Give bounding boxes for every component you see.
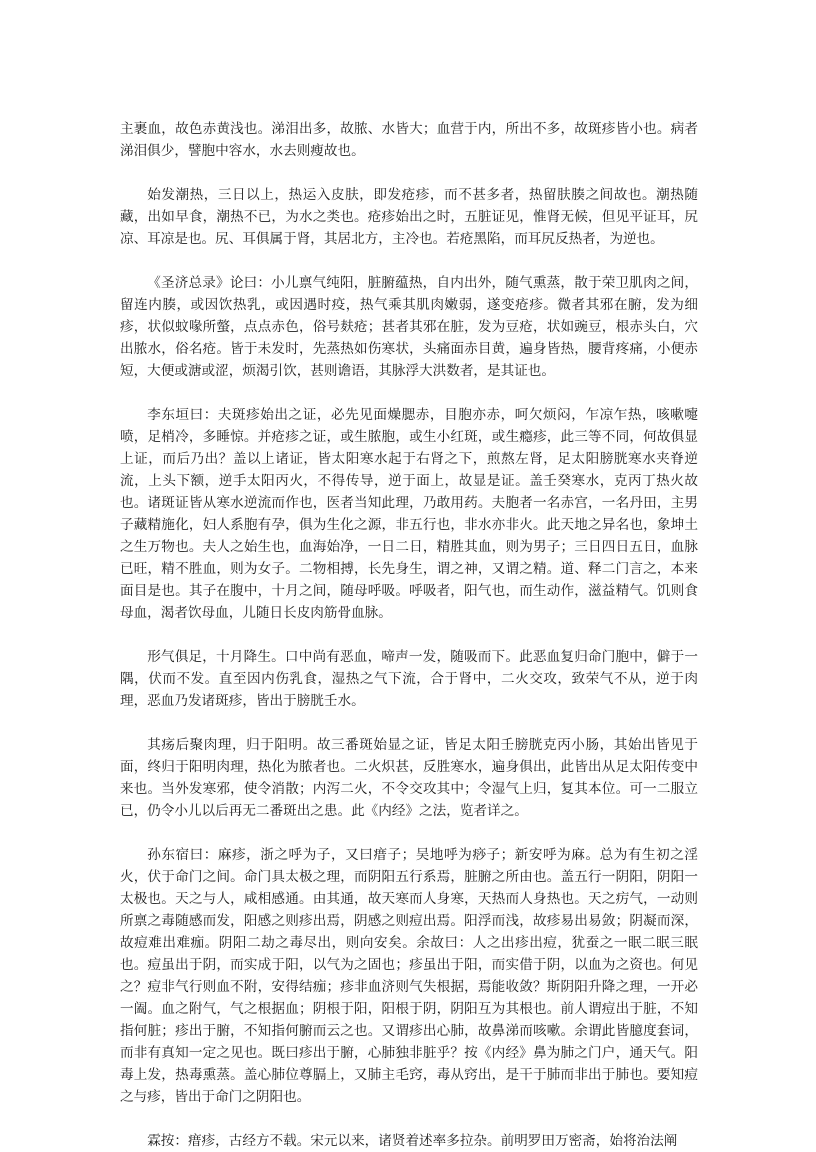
document-page: [120, 118, 698, 1152]
paragraph-5: 形气俱足，十月降生。口中尚有恶血，啼声一发，随吸而下。此恶血复归命门胞中，僻于一隅，伏而不发。直至因内伤乳食，湿热之气下流，合于肾中，二火交攻，致荣气不从，逆于肉理，恶血乃发诸斑疹，皆出于膀胱壬水。: [120, 649, 698, 709]
paragraph-7: 孙东宿曰：麻疹，浙之呼为子，又曰瘄子；吴地呼为痧子；新安呼为麻。总为有生初之淫火，伏于命门之间。命门具太极之理，而阴阳五行系焉，脏腑之所由也。盖五行一阴阳，阴阳一太极也。天之与人，咸相感通。由其通，故天寒而人身寒，天热而人身热也。天之疠气，一动则所禀之毒随感而发，阳感之则疹出焉，阴感之则痘出焉。阳浮而浅，故疹易出易敛；阴凝而深，故痘难出难痂。阴阳二劫之毒尽出，则向安矣。余故曰：人之出疹出痘，犹蚕之一眠二眠三眠也。痘虽出于阴，而实成于阳，以气为之固也；疹虽出于阳，而实借于阴，以血为之资也。何见之？痘非气行则血不附，安得结痂；疹非血济则气失根据，焉能收敛？斯阴阳升降之理，一开必一阖。血之附气，气之根据血；阴根于阳，阳根于阴，阴阳互为其根也。前人谓痘出于脏，不知指何脏；疹出于腑，不知指何腑而云之也。又谓疹出心肺，故鼻涕而咳嗽。余谓此皆臆度套词，而非有真知一定之见也。既曰疹出于腑，心肺独非脏乎？按《内经》鼻为肺之门户，通天气。阳毒上发，热毒熏蒸。盖心肺位尊膈上，又肺主毛窍，毒从窍出，是干于肺而非出于肺也。要知痘之与疹，皆出于命门之阴阳也。: [120, 847, 698, 1105]
paragraph-4: 李东垣曰：夫斑疹始出之证，必先见面燥腮赤，目胞亦赤，呵欠烦闷，乍凉乍热，咳嗽嚏喷，足梢冷，多睡惊。并疮疹之证，或生脓胞，或生小红斑，或生瘾疹，此三等不同，何故俱显上证，而后乃出？盖以上诸证，皆太阳寒水起于右肾之下，煎熬左肾，足太阳膀胱寒水夹脊逆流，上头下额，逆手太阳丙火，不得传导，逆于面上，故显是证。盖壬癸寒水，克丙丁热火故也。诸斑证皆从寒水逆流而作也，医者当知此理，乃敢用药。夫胞者一名赤宫，一名丹田，主男子藏精施化，妇人系胞有孕，俱为生化之源，非五行也，非水亦非火。此天地之异名也，象坤土之生万物也。夫人之始生也，血海始净，一日二日，精胜其血，则为男子；三日四日五日，血脉已旺，精不胜血，则为女子。二物相搏，长先身生，谓之神，又谓之精。道、释二门言之，本来面目是也。其子在腹中，十月之间，随母呼吸。呼吸者，阳气也，而生动作，滋益精气。饥则食母血，渴者饮母血，儿随日长皮肉筋骨血脉。: [120, 407, 698, 621]
paragraph-6: 其疡后聚肉理，归于阳明。故三番斑始显之证，皆足太阳壬膀胱克丙小肠，其始出皆见于面，终归于阳明肉理，热化为脓者也。二火炽甚，反胜寒水，遍身俱出，此皆出从足太阳传变中来也。当外发寒邪，使令消散；内泻二火，不令交攻其中；令湿气上归，复其本位。可一二服立已，仍令小儿以后再无二番斑出之患。此《内经》之法，览者详之。: [120, 737, 698, 819]
paragraph-8: 霖按：瘄疹，古经方不载。宋元以来，诸贤着述率多拉杂。前明罗田万密斋，始将治法阐: [147, 1133, 678, 1149]
paragraph-2: 始发潮热，三日以上，热运入皮肤，即发疮疹，而不甚多者，热留肤腠之间故也。潮热随藏，出如早食，潮热不已，为水之类也。疮疹始出之时，五脏证见，惟肾无候，但见平证耳，尻凉、耳凉是也。尻、耳俱属于肾，其居北方，主冷也。若疮黑陷，而耳尻反热者，为逆也。: [120, 187, 698, 247]
paragraph-1: 主裹血，故色赤黄浅也。涕泪出多，故脓、水皆大；血营于内，所出不多，故斑疹皆小也。病者涕泪俱少，譬胞中容水，水去则瘦故也。: [120, 121, 698, 159]
paragraph-3: 《圣济总录》论曰：小儿禀气纯阳，脏腑蕴热，自内出外，随气熏蒸，散于荣卫肌肉之间，留连内腠，或因饮热乳，或因遇时疫，热气乘其肌肉嫩弱，遂变疮疹。微者其邪在腑，发为细疹，状似蚊喙所螫，点点赤色，俗号麸疮；甚者其邪在脏，发为豆疮，状如豌豆，根赤头白，穴出脓水，俗名疮。皆于未发时，先蒸热如伤寒状，头痛面赤目黄，遍身皆热，腰背疼痛，小便赤短，大便或溏或涩，烦渴引饮，甚则谵语，其脉浮大洪数者，是其证也。: [120, 275, 698, 379]
